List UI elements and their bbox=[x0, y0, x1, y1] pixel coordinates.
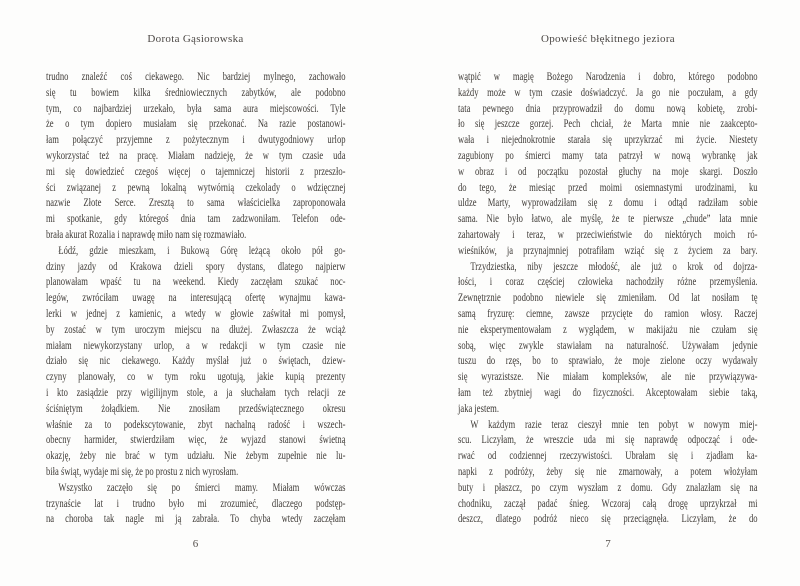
text-line: właśnie za to podekscytowanie, zbyt nachalną radość i wszech- bbox=[46, 416, 346, 431]
text-line: w obraz i od początku pozostał głuchy na moje skargi. Doszło bbox=[458, 163, 758, 178]
text-line: nie eksperymentowałam z wyglądem, w makijażu nie czułam się bbox=[458, 321, 758, 336]
text-line: łam połączyć przyjemne z pożytecznym i dwutygodniowy urlop bbox=[46, 132, 346, 147]
text-line: czyny planowały, co w tym roku ugotują, jakie kupią prezenty bbox=[46, 369, 346, 384]
text-line: obecny harmider, stwierdziłam więc, że wyjazd stanowi świetną bbox=[46, 432, 346, 447]
running-head-author: Dorota Gąsiorowska bbox=[147, 33, 244, 45]
text-line: Zewnętrznie podobno niewiele się zmieniłam. Od lat nosiłam tę bbox=[458, 290, 758, 305]
text-line: okazję, żeby nie brać w tym udziału. Nie żebym zupełnie nie lu- bbox=[46, 448, 346, 463]
text-line: ści związanej z pewną lokalną wytwórnią czekolady o wdzięcznej bbox=[46, 179, 346, 194]
right-page bbox=[458, 0, 758, 586]
text-line: buty i płaszcz, po czym wyszłam z domu. Gdy znalazłam się na bbox=[458, 479, 758, 494]
text-line: rwać od codziennej rzeczywistości. Ubrałam się i zjadłam ka- bbox=[458, 448, 758, 463]
left-page-body bbox=[46, 69, 458, 527]
text-line: trzynaście lat i trudno było mi zrozumieć, dlaczego podstęp- bbox=[46, 495, 346, 510]
text-line: tata pewnego dnia przyprowadził do domu nową kobietę, zrobi- bbox=[458, 100, 758, 115]
left-page bbox=[46, 0, 345, 586]
text-line: się wyrazistsze. Nie miałam kompleksów, ale nie przywiązywa- bbox=[458, 369, 758, 384]
text-line: i kto zasiądzie przy wigilijnym stole, a ja słuchałam tych relacji ze bbox=[46, 384, 346, 399]
text-line: W każdym razie teraz cieszył mnie ten pobyt w nowym miej- bbox=[470, 416, 758, 431]
text-line: uldze Marty, wyprowadziłam się z domu i odtąd radziłam sobie bbox=[458, 195, 758, 210]
text-line: tym, co najbardziej urzekało, była sama aura miejscowości. Tyle bbox=[46, 100, 346, 115]
text-line: nazwie Złote Serce. Zresztą to sama właścicielka zaproponowała bbox=[46, 195, 346, 210]
right-page-text-block bbox=[458, 69, 758, 527]
text-line: ło się jeszcze gorzej. Pech chciał, że Marta mnie nie zaakcepto- bbox=[458, 116, 758, 131]
text-line: Łódź, gdzie mieszkam, i Bukową Górę leżącą około pół go- bbox=[58, 242, 346, 257]
text-line: łam też zbytniej wagi do fizyczności. Akceptowałam siebie taką, bbox=[458, 384, 758, 399]
text-line: dziny jazdy od Krakowa dzieli spory dystans, dlatego najpierw bbox=[46, 258, 346, 273]
text-line: chodniku, zaczął padać śnieg. Wczoraj całą drogę uprzykrzał mi bbox=[458, 495, 758, 510]
text-line: wykorzystać też na pracę. Miałam nadzieję, że w tym czasie uda bbox=[46, 147, 346, 162]
text-line: by zostać w tym uroczym miejscu na dłużej. Zwłaszcza że wciąż bbox=[46, 321, 346, 336]
text-line: napki z podróży, żeby się nie zmarnowały, a potem włożyłam bbox=[458, 463, 758, 478]
text-line: wała i niejednokrotnie starała się uprzykrzać mi życie. Niestety bbox=[458, 132, 758, 147]
text-line: scu. Liczyłam, że wreszcie uda mi się naprawdę odpocząć i ode- bbox=[458, 432, 758, 447]
page-number-left: 6 bbox=[192, 538, 199, 550]
text-line: ściśniętym żołądkiem. Nie znosiłam przedświątecznego okresu bbox=[46, 400, 346, 415]
running-head-title: Opowieść błękitnego jeziora bbox=[541, 33, 675, 45]
text-line: deszcz, dlatego podróż nieco się przeciągnęła. Liczyłam, że do bbox=[458, 511, 758, 526]
text-line: Trzydziestka, niby jeszcze młodość, ale już o krok od dojrza- bbox=[470, 258, 758, 273]
text-line: brała akurat Rozalia i naprawdę miło nam się rozmawiało. bbox=[46, 226, 247, 241]
text-line: że o tym dopiero musiałam się przekonać. Na razie postanowi- bbox=[46, 116, 346, 131]
text-line: na choroba tak nagle mi ją zabrała. To chyba wtedy zaczęłam bbox=[46, 511, 346, 526]
text-line: lerki w jednej z kamienic, a wtedy w głowie zaświtał mi pomysł, bbox=[46, 305, 346, 320]
text-line: wątpić w magię Bożego Narodzenia i dobro, którego podobno bbox=[458, 69, 758, 83]
text-line: planowałam wpaść tu na weekend. Kiedy zaczęłam szukać noc- bbox=[46, 274, 346, 289]
text-line: działo się nic ciekawego. Każdy myślał już o świętach, dziew- bbox=[46, 353, 346, 368]
text-line: do tego, że miesiąc przed moimi osiemnastymi urodzinami, ku bbox=[458, 179, 758, 194]
text-line: biła świąt, wydaje mi się, że po prostu z nich wyrosłam. bbox=[46, 463, 239, 478]
text-line: Wszystko zaczęło się po śmierci mamy. Miałam wówczas bbox=[58, 479, 346, 494]
text-line: każdy może w tym czasie doświadczyć. Ja go nie poczułam, a gdy bbox=[458, 84, 758, 99]
text-line: sama. Nie było łatwo, ale myślę, że te pierwsze „chude” lata mnie bbox=[458, 211, 758, 226]
text-line: łości, i coraz częściej człowieka nachodziły różne przemyślenia. bbox=[458, 274, 758, 289]
text-line: zahartowały i teraz, w przeciwieństwie do niektórych moich ró- bbox=[458, 226, 758, 241]
text-line: legów, zwróciłam uwagę na interesującą ofertę wynajmu kawa- bbox=[46, 290, 346, 305]
page-number-right: 7 bbox=[605, 538, 611, 550]
text-line: wieśników, ja przynajmniej potrafiłam wziąć się z życiem za bary. bbox=[458, 242, 758, 257]
text-line: trudno znaleźć coś ciekawego. Nic bardziej mylnego, zachowało bbox=[46, 69, 346, 83]
right-page-body bbox=[458, 69, 800, 527]
text-line: tuszu do rzęs, bo to sprawiało, że moje zielone oczy wydawały bbox=[458, 353, 758, 368]
text-line: sobą, więc zwykle stawiałam na naturalność. Używałam jedynie bbox=[458, 337, 758, 352]
text-line: samą fryzurę: ciemne, zawsze przycięte do ramion włosy. Raczej bbox=[458, 305, 758, 320]
left-page-text-block bbox=[46, 69, 346, 527]
text-line: zagubiony po śmierci mamy tata patrzył w nową wybrankę jak bbox=[458, 147, 758, 162]
text-line: mi spotkanie, gdy któregoś dnia tam zadzwoniłam. Telefon ode- bbox=[46, 211, 346, 226]
text-line: się tu bowiem kilka średniowiecznych zabytków, ale podobno bbox=[46, 84, 346, 99]
text-line: mi się dowiedzieć czegoś więcej o tajemniczej historii z przeszło- bbox=[46, 163, 346, 178]
text-line: miałam niewykorzystany urlop, a w redakcji w tym czasie nie bbox=[46, 337, 346, 352]
text-line: jaka jestem. bbox=[458, 400, 499, 415]
